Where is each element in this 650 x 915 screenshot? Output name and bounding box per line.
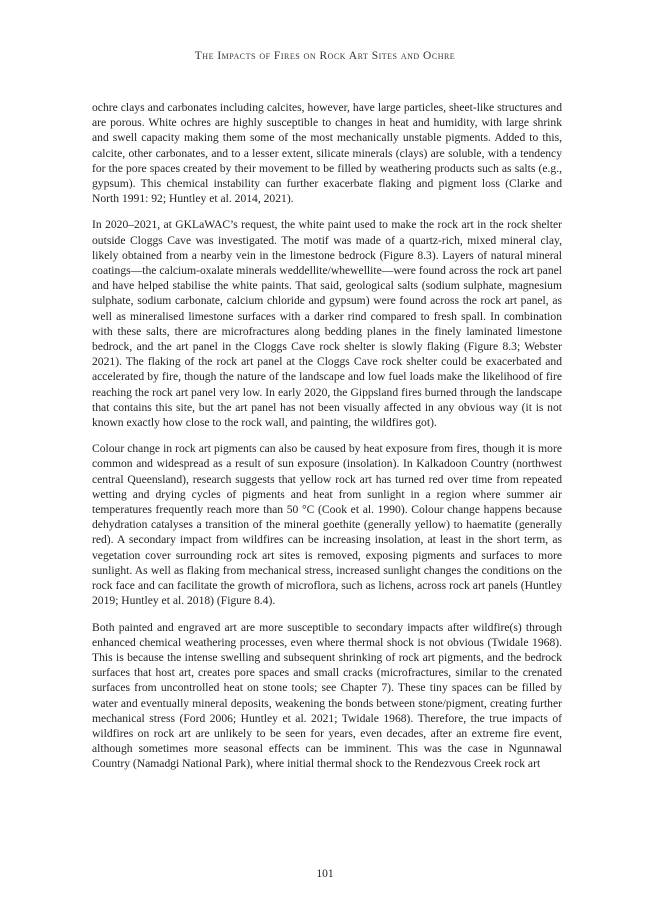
paragraph-3: Colour change in rock art pigments can also be caused by heat exposure from fires, though it is more common and widespread as a result of sun exposure (insolation). In Kalkadoon Country (northwest central Queensland), research suggests that yellow rock art has turned red over time from repeated wetting and drying cycles of pigments and heat from sunlight in a region where summer air temperatures frequently reach more than 50 °C (Cook et al. 1990). Colour change happens because dehydration catalyses a transition of the mineral goethite (generally yellow) to haematite (generally red). A secondary impact from wildfires can be increasing insolation, at least in the short term, as vegetation cover surrounding rock art sites is removed, exposing pigments and surfaces to more sunlight. As well as flaking from mechanical stress, increased sunlight changes the conditions on the rock face and can facilitate the growth of microflora, such as lichens, across rock art panels (Huntley 2019; Huntley et al. 2018) (Figure 8.4). xyxy=(92,442,562,608)
body-text xyxy=(92,100,562,783)
page-number: 101 xyxy=(316,868,334,880)
paragraph-4: Both painted and engraved art are more susceptible to secondary impacts after wildfire(s) through enhanced chemical weathering processes, even where thermal shock is not obvious (Twidale 1968). This is because the intense swelling and subsequent shrinking of rock art pigments, and the bedrock surfaces that host art, creates pore spaces and small cracks (microfractures, similar to the crenated surfaces from uncontrolled heat on stone tools; see Chapter 7). These tiny spaces can be filled by water and eventually mineral deposits, weakening the bonds between stone/pigment, creating further mechanical stress (Ford 2006; Huntley et al. 2021; Twidale 1968). Therefore, the true impacts of wildfires on rock art are unlikely to be seen for years, even decades, after an extreme fire event, although sometimes more seasonal effects can be imminent. This was the case in Ngunnawal Country (Namadgi National Park), where initial thermal shock to the Rendezvous Creek rock art xyxy=(92,620,562,771)
paragraph-2: In 2020–2021, at GKLaWAC’s request, the white paint used to make the rock art in the rock shelter outside Cloggs Cave was investigated. The motif was made of a quartz-rich, mixed mineral clay, likely obtained from a nearby vein in the limestone bedrock (Figure 8.3). Layers of natural mineral coatings—the calcium-oxalate minerals weddellite/whewellite—were found across the rock art panel and have helped stabilise the white paints. That said, geological salts (sodium sulphate, magnesium sulphate, sodium carbonate, calcium chloride and gypsum) were found across the rock art panel, as well as mineralised limestone surfaces with a darker rind compared to fresh spall. In combination with these salts, there are microfractures along bedding planes in the finely laminated limestone bedrock, and the art panel in the Cloggs Cave rock shelter is slowly flaking (Figure 8.3; Webster 2021). The flaking of the rock art panel at the Cloggs Cave rock shelter could be exacerbated and accelerated by fire, though the nature of the landscape and low fuel loads make the likelihood of fire reaching the rock art panel very low. In early 2020, the Gippsland fires burned through the landscape that contains this site, but the art panel has not been visually affected in any obvious way (it is not known exactly how close to the rock wall, and painting, the wildfires got). xyxy=(92,218,562,430)
paragraph-1: ochre clays and carbonates including calcites, however, have large particles, sheet-like structures and are porous. White ochres are highly susceptible to changes in heat and humidity, with large shrink and swell capacity making them some of the most mechanically unstable pigments. Added to this, calcite, other carbonates, and to a lesser extent, silicate minerals (clays) are soluble, with a tendency for the pore spaces created by their movement to be filled by weathering products such as salts (e.g., gypsum). This chemical instability can further exacerbate flaking and pigment loss (Clarke and North 1991: 92; Huntley et al. 2014, 2021). xyxy=(92,101,562,206)
running-head: The Impacts of Fires on Rock Art Sites and Ochre xyxy=(194,50,456,62)
